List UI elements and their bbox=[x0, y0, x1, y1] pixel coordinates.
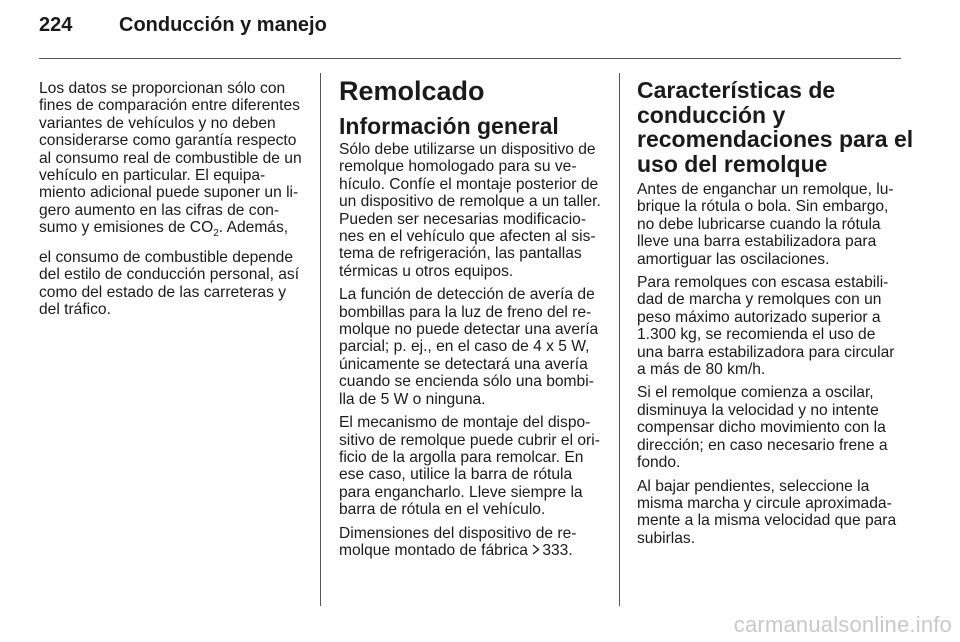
column-2 bbox=[339, 76, 607, 565]
text-line: cuando se encienda sólo una bombi- bbox=[339, 373, 594, 391]
text-line: Al bajar pendientes, seleccione la bbox=[637, 477, 870, 495]
text-line: La función de detección de avería de bbox=[339, 286, 595, 304]
heading-line: uso del remolque bbox=[637, 150, 828, 177]
paragraph-dimensions bbox=[339, 525, 607, 560]
text-line: miento adicional puede suponer un li- bbox=[39, 184, 299, 202]
paragraph-driving-style bbox=[39, 249, 307, 319]
text-line: disminuya la velocidad y no intente bbox=[637, 401, 879, 419]
section-title: Conducción y manejo bbox=[119, 14, 327, 36]
paragraph-stability bbox=[637, 274, 907, 378]
text-line: hículo. Confíe el montaje posterior de bbox=[339, 175, 599, 193]
text-line: Para remolques con escasa estabili- bbox=[637, 274, 889, 292]
text-line: barra de rótula en el vehículo. bbox=[339, 501, 546, 519]
text-line: gero aumento en las cifras de con- bbox=[39, 201, 280, 219]
text-line: considerarse como garantía respecto bbox=[39, 132, 297, 150]
text-line: 1.300 kg, se recomienda el uso de bbox=[637, 326, 876, 344]
text-line: Pueden ser necesarias modificacio- bbox=[339, 210, 587, 228]
paragraph-downhill bbox=[637, 478, 907, 548]
column-3 bbox=[637, 77, 914, 553]
text-line: Antes de enganchar un remolque, lu- bbox=[637, 181, 894, 198]
co2-subscript: 2 bbox=[213, 228, 219, 240]
text-line: mente a la misma velocidad que para bbox=[637, 512, 897, 530]
column-divider-1 bbox=[320, 73, 321, 606]
text-line: del tráfico. bbox=[39, 300, 111, 318]
page-reference-arrow-icon bbox=[532, 542, 541, 559]
column-divider-2 bbox=[619, 73, 620, 606]
text-line: como del estado de las carreteras y bbox=[39, 283, 287, 301]
text-line: del estilo de conducción personal, así bbox=[39, 266, 300, 284]
text-line: Dimensiones del dispositivo de re- bbox=[339, 524, 577, 542]
paragraph-oscillation bbox=[637, 384, 907, 471]
paragraph-fuel-data bbox=[39, 80, 307, 243]
text-line: parcial; p. ej., en el caso de 4 x 5 W, bbox=[339, 338, 590, 356]
text-line: únicamente se detectará una avería bbox=[339, 355, 588, 373]
text-line: Sólo debe utilizarse un dispositivo de bbox=[339, 141, 596, 158]
text-line: brique la rótula o bola. Sin embargo, bbox=[637, 198, 889, 216]
heading-remolcado: Remolcado bbox=[339, 76, 485, 106]
paragraph-lubrication bbox=[637, 181, 907, 268]
text-line: el consumo de combustible depende bbox=[39, 248, 293, 266]
text-line: misma marcha y circule aproximada- bbox=[637, 494, 892, 512]
text-line: lleve una barra estabilizadora para bbox=[637, 233, 877, 251]
heading-line: Características de bbox=[637, 77, 836, 103]
text-line: térmicas u otros equipos. bbox=[339, 262, 514, 280]
text-line: ese caso, utilice la barra de rótula bbox=[339, 466, 573, 484]
text-line: tema de refrigeración, las pantallas bbox=[339, 245, 582, 263]
text-line: ficio de la argolla para remolcar. En bbox=[339, 448, 584, 466]
text-fragment: . Además, bbox=[218, 219, 289, 237]
text-line: amortiguar las oscilaciones. bbox=[637, 250, 830, 268]
paragraph-towing-device bbox=[339, 141, 607, 280]
text-line: a más de 80 km/h. bbox=[637, 361, 766, 379]
text-line: dirección; en caso necesario frene a bbox=[637, 436, 888, 454]
text-line: nes en el vehículo que afecten al sis- bbox=[339, 228, 596, 246]
text-line: Los datos se proporcionan sólo con bbox=[39, 80, 286, 97]
text-line: un dispositivo de remolque a un taller. bbox=[339, 193, 601, 211]
header-divider bbox=[39, 58, 901, 59]
page-number: 224 bbox=[39, 14, 73, 36]
text-line: remolque homologado para su ve- bbox=[339, 158, 577, 176]
page-reference-link[interactable]: 333. bbox=[542, 541, 573, 559]
text-line: compensar dicho movimiento con la bbox=[637, 419, 886, 437]
text-line-co2 bbox=[39, 219, 307, 243]
text-fragment: molque montado de fábrica bbox=[339, 541, 528, 559]
text-line: El mecanismo de montaje del dispo- bbox=[339, 414, 591, 432]
subheading-informacion-general: Información general bbox=[339, 113, 559, 139]
text-line: fondo. bbox=[637, 454, 681, 472]
text-line: al consumo real de combustible de un bbox=[39, 149, 302, 167]
text-line: molque no puede detectar una avería bbox=[339, 321, 599, 339]
heading-line: conducción y bbox=[637, 101, 786, 128]
text-line: dad de marcha y remolques con un bbox=[637, 291, 882, 309]
paragraph-mounting bbox=[339, 414, 607, 518]
text-line: sitivo de remolque puede cubrir el ori- bbox=[339, 431, 600, 449]
watermark: carmanualsonline.info bbox=[733, 612, 952, 637]
text-line-with-reference bbox=[339, 542, 607, 559]
text-line: bombillas para la luz de freno del re- bbox=[339, 303, 592, 321]
text-line: vehículo en particular. El equipa- bbox=[39, 167, 266, 185]
text-line: lla de 5 W o ninguna. bbox=[339, 390, 486, 408]
text-line: fines de comparación entre diferentes bbox=[39, 97, 300, 115]
column-1 bbox=[39, 80, 307, 324]
text-line: para engancharlo. Lleve siempre la bbox=[339, 483, 583, 501]
text-fragment: sumo y emisiones de CO bbox=[39, 219, 214, 237]
text-line: una barra estabilizadora para circular bbox=[637, 343, 895, 361]
text-line: peso máximo autorizado superior a bbox=[637, 308, 881, 326]
paragraph-bulb-detection bbox=[339, 286, 607, 408]
text-line: subirlas. bbox=[637, 529, 696, 547]
heading-line: recomendaciones para el bbox=[637, 126, 914, 152]
text-line: variantes de vehículos y no deben bbox=[39, 114, 276, 132]
text-line: Si el remolque comienza a oscilar, bbox=[637, 384, 874, 402]
heading-caracteristicas bbox=[637, 77, 914, 177]
text-line: no debe lubricarse cuando la rótula bbox=[637, 215, 881, 233]
page-header bbox=[39, 14, 327, 37]
